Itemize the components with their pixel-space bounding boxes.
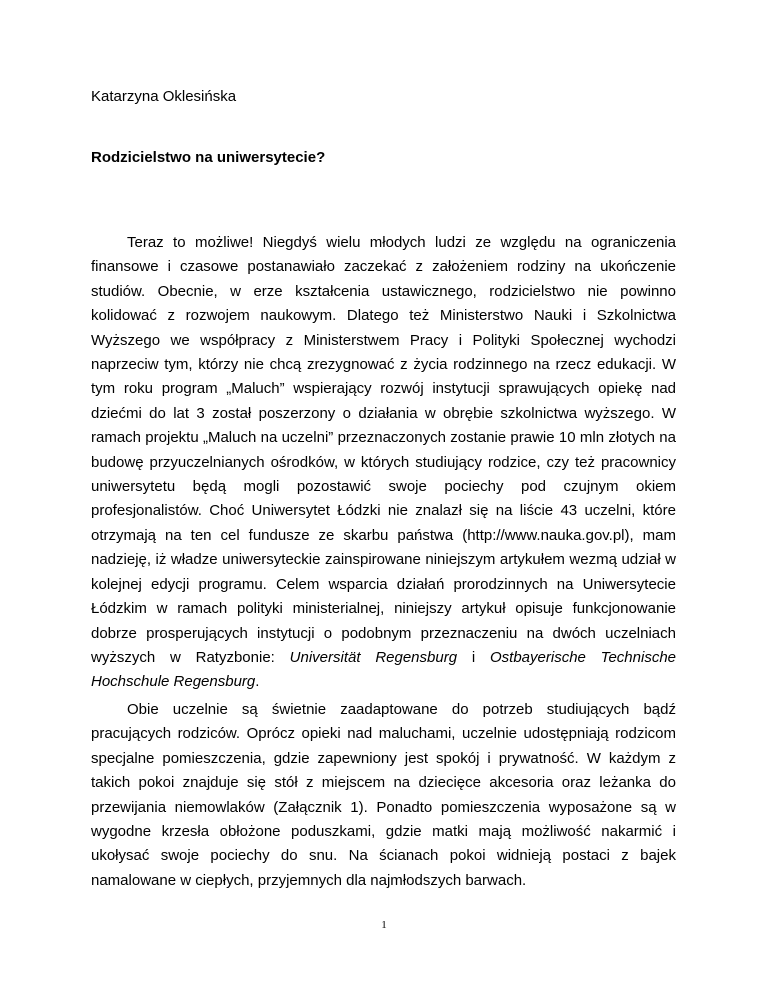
author-name: Katarzyna Oklesińska [91, 88, 237, 105]
paragraph-intro-text: Teraz to możliwe! Niegdyś wielu młodych ludzi ze względu na ograniczenia finansowe i czasowe postanawiało zaczekać z założeniem rodziny na ukończenie studiów. Obecnie, w erze kształcenia ustawicznego, rodzicielstwo nie powinno kolidować z rozwojem naukowym. Dlatego też Ministerstwo Nauki i Szkolnictwa Wyższego we współpracy z Ministerstwem Pracy i Polityki Społecznej wychodzi naprzeciw tym, którzy nie chcą zrezygnować z życia rodzinnego na rzecz edukacji. W tym roku program „Maluch” wspierający rozwój instytucji sprawujących opiekę nad dziećmi do lat 3 został poszerzony o działania w obrębie szkolnictwa wyższego. W ramach projektu „Maluch na uczelni” przeznaczonych zostanie prawie 10 mln złotych na budowę przyuczelnianych ośrodków, w których studiujący rodzice, czy też pracownicy uniwersytetu będą mogli pozostawić swoje pociechy pod czujnym okiem profesjonalistów. Choć Uniwersytet Łódzki nie znalazł się na liście 43 uczelni, które otrzymają na ten cel fundusze ze skarbu państwa (http://www.nauka.gov.pl), mam nadzieję, iż władze uniwersyteckie zainspirowane niniejszym artykułem wezmą udział w kolejnej edycji programu. Celem wsparcia działań prorodzinnych na Uniwersytecie Łódzkim w ramach polityki ministerialnej, niniejszy artykuł opisuje funkcjonowanie dobrze prosperujących instytucji o podobnym przeznaczeniu na dwóch uczelniach wyższych w Ratyzbonie: [91, 234, 676, 666]
paragraph-facilities: Obie uczelnie są świetnie zaadaptowane do potrzeb studiujących bądź pracujących rodziców. Oprócz opieki nad maluchami, uczelnie udostępniają rodzicom specjalne pomieszczenia, gdzie zapewniony jest spokój i prywatność. W każdym z takich pokoi znajduje się stół z miejscem na dziecięce akcesoria oraz leżanka do przewijania niemowlaków (Załącznik 1). Ponadto pomieszczenia wyposażone są w wygodne krzesła obłożone poduszkami, gdzie matki mają możliwość nakarmić i ukołysać swoje pociechy do snu. Na ścianach pokoi widnieją postaci z bajek namalowane w ciepłych, przyjemnych dla najmłodszych barwach. [91, 701, 676, 889]
technical-university-name-italic: Ostbayerische Technische Hochschule Regensburg [91, 648, 677, 691]
page-number: 1 [381, 919, 387, 931]
article-title: Rodzicielstwo na uniwersytecie? [91, 149, 326, 166]
connector-text: i [457, 648, 490, 666]
university-name-italic: Universität Regensburg [289, 648, 458, 666]
paragraph-ending: . [255, 673, 260, 691]
paragraph-intro [91, 231, 676, 695]
